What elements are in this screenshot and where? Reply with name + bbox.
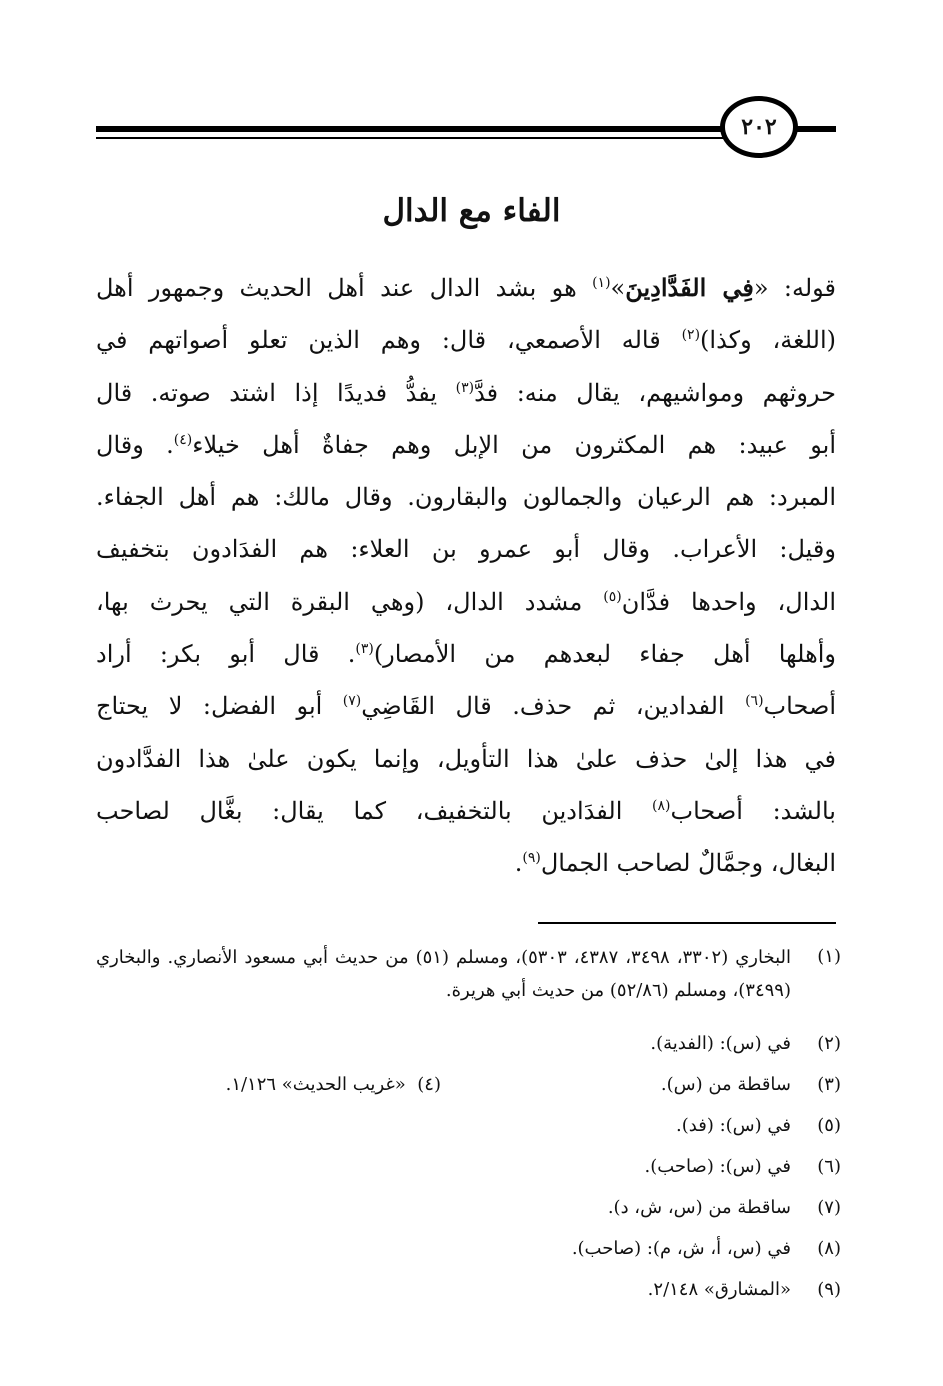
footnote-1: [96, 940, 841, 1023]
body-line-6: وقيل: الأعراب. وقال أبو عمرو بن العلاء: هم الفدَادون بتخفيف: [96, 535, 836, 564]
header-rule-thin: [96, 137, 724, 139]
body-line-2: (اللغة، وكذا)$^{(٢)}$ قاله الأصمعي، قال: وهم الذين تعلو أصواتهم في: [96, 326, 836, 355]
footnote-6: [96, 1146, 841, 1187]
footnote-text: في (س، أ، ش، م): (صاحب).: [571, 1238, 791, 1259]
body-line-4: أبو عبيد: هم المكثرون من الإبل وهم جفاةٌ أهل خيلاء$^{(٤)}$. وقال: [96, 430, 837, 459]
footnote-ref: (٥): [603, 588, 622, 605]
body-line-9: أصحاب$^{(٦)}$ الفدادين، ثم حذف. قال القَاضِي$^{(٧)}$ أبو الفضل: لا يحتاج: [96, 692, 836, 721]
footnote-separator: [538, 922, 836, 924]
footnote-ref: (٢): [681, 327, 701, 344]
footnote-number: (٨): [817, 1238, 841, 1259]
body-line-1: قوله: «فِي الفَدَّادِينَ»$^{(١)}$ هو بشد الدال عند أهل الحديث وجمهور أهل: [96, 273, 837, 302]
footnote-ref: (٧): [342, 693, 362, 710]
keyword: فِي الفَدَّادِينَ: [625, 273, 754, 302]
section-title: الفاء مع الدال: [382, 193, 561, 229]
footnote-number: (٥): [817, 1115, 841, 1136]
body-line-11: بالشد: أصحاب$^{(٨)}$ الفدَادين بالتخفيف، كما يقال: بغَّال لصاحب: [96, 796, 836, 825]
header-rule-right: [796, 126, 836, 132]
footnote-text: البخاري (٣٣٠٢، ٣٤٩٨، ٤٣٨٧، ٥٣٠٣)، ومسلم (٥١) من حديث أبي مسعود الأنصاري. والبخاري (٣٤٩٩)، ومسلم (٥٢/٨٦) من حديث أبي هريرة.: [96, 947, 791, 1001]
footnote-text: ساقطة من (س).: [660, 1074, 791, 1095]
footnote-number: (٦): [817, 1156, 841, 1177]
body-line-12: البغال، وجمَّالٌ لصاحب الجمال$^{(٩)}$.: [514, 849, 836, 878]
page-header: [0, 0, 943, 180]
footnote-text: «غريب الحديث» ١/١٢٦.: [225, 1074, 406, 1095]
footnote-number: (٧): [817, 1197, 841, 1218]
footnote-ref: (٨): [652, 797, 671, 814]
footnote-number: (٩): [817, 1279, 841, 1300]
footnote-text: في (س): (الفدية).: [650, 1033, 791, 1054]
body-line-8: وأهلها أهل جفاء لبعدهم من الأمصار)$^{(٣)}$. قال أبو بكر: أراد: [96, 640, 836, 669]
footnote-9: [96, 1269, 841, 1310]
footnotes: [96, 940, 841, 1310]
body-line-10: في هذا إلىٰ حذف علىٰ هذا التأويل، وإنما يكون علىٰ هذا الفدَّادون: [96, 744, 837, 773]
body-line-7: الدال، واحدها فدَّان$^{(٥)}$ مشدد الدال، (وهي البقرة التي يحرث بها،: [96, 587, 836, 616]
footnote-ref: (٣): [455, 379, 475, 396]
footnote-text: في (س): (صاحب).: [644, 1156, 791, 1177]
footnote-number: (١): [817, 946, 841, 967]
body-line-5: المبرد: هم الرعيان والجمالون والبقارون. وقال مالك: هم أهل الجفاء.: [96, 483, 837, 512]
footnote-8: [96, 1228, 841, 1269]
footnote-5: [96, 1105, 841, 1146]
footnote-7: [96, 1187, 841, 1228]
footnote-ref: (٦): [745, 693, 764, 710]
footnote-4: [226, 1064, 441, 1105]
footnote-3: [96, 1064, 841, 1105]
footnote-text: ساقطة من (س، ش، د).: [607, 1197, 791, 1218]
footnote-number: (٢): [817, 1033, 841, 1054]
body-line-3: حروثهم ومواشيهم، يقال منه: فدَّ$^{(٣)}$ يفدُّ فديدًا إذا اشتد صوته. قال: [96, 378, 837, 407]
header-rule-thick: [96, 126, 724, 132]
footnote-text: «المشارق» ٢/١٤٨.: [647, 1279, 791, 1300]
body-text: [96, 262, 836, 890]
footnote-ref: (٤): [173, 431, 193, 448]
footnote-ref: (٩): [522, 850, 541, 867]
footnote-2: [96, 1023, 841, 1064]
footnote-ref: (١): [592, 275, 611, 291]
footnote-text: في (س): (فد).: [676, 1115, 791, 1136]
footnote-number: (٤): [417, 1074, 441, 1095]
page-number: ٢٠٢: [720, 96, 798, 158]
footnote-ref: (٣): [355, 641, 374, 658]
footnote-number: (٣): [817, 1074, 841, 1095]
